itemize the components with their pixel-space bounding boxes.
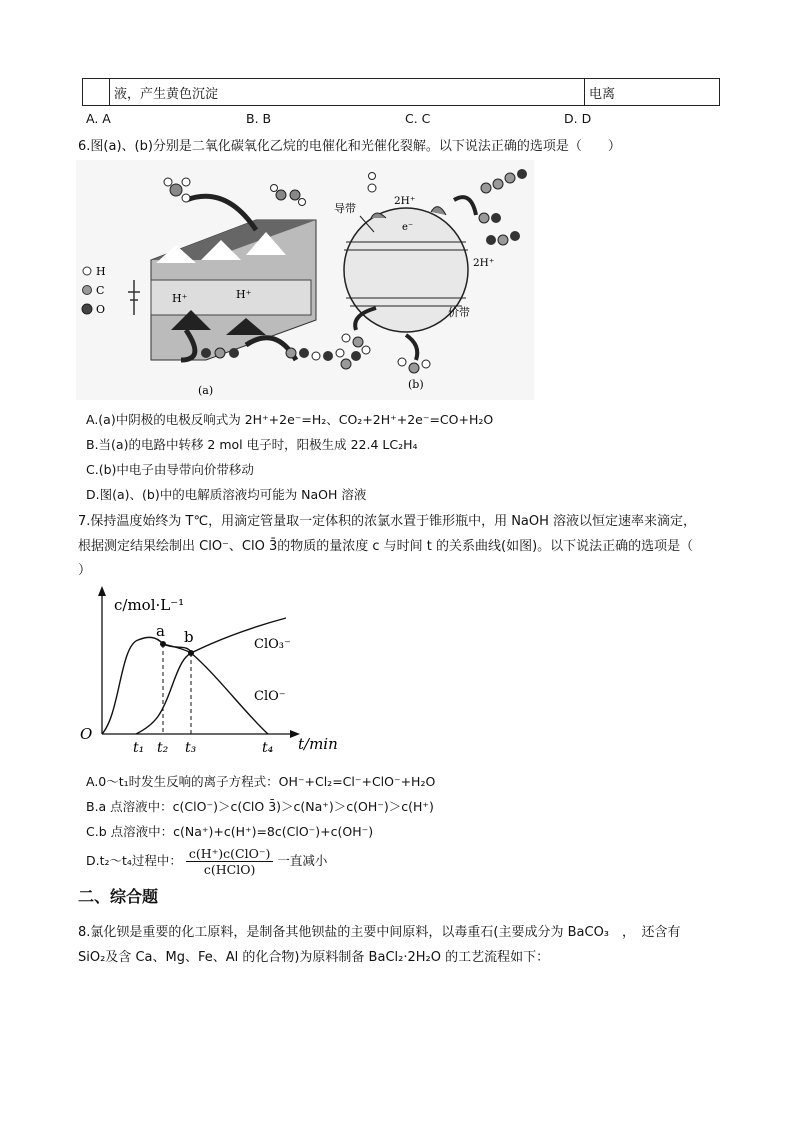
q6-stem: 6.图(a)、(b)分别是二氧化碳氧化乙烷的电催化和光催化裂解。以下说法正确的选项是（ ） [78,139,621,154]
h-plus-label-2: H⁺ [236,288,252,301]
legend-c: C [96,284,105,297]
two-h-plus-side: 2H⁺ [473,257,495,269]
h-plus-label-1: H⁺ [172,292,188,305]
fraction-numerator: c(H⁺)c(ClO⁻) [186,846,273,862]
point-a-label: a [156,622,165,640]
point-b-label: b [184,628,194,646]
q5-choice-b: B. B [246,111,272,126]
point-a [160,641,166,647]
q5-choice-d: D. D [564,111,592,126]
q8-line-1: 8.氯化钡是重要的化工原料，是制备其他钡盐的主要中间原料，以毒重石(主要成分为 BaCO₃ ， 还含有 [78,925,681,940]
legend-h: H [96,265,106,278]
table-cell-text: 液，产生黄色沉淀 [110,79,585,106]
q6-figure [76,160,534,400]
section-heading: 二、综合题 [78,887,159,906]
tick-t4: t₄ [262,740,274,756]
q7-stem-line-2: 根据测定结果绘制出 ClO⁻、ClO 3̄的物质的量浓度 c 与时间 t 的关系曲线(如图)。以下说法正确的选项是（ [78,539,694,554]
q7-stem-line-3: ） [78,563,92,578]
series-clo-minus [163,644,268,734]
q6-option-c: C.(b)中电子由导带向价带移动 [86,462,254,477]
q6-option-b: B.当(a)的电路中转移 2 mol 电子时，阳极生成 22.4 LC₂H₄ [86,437,418,452]
q6-option-a: A.(a)中阴极的电极反响式为 2H⁺+2e⁻=H₂、CO₂+2H⁺+2e⁻=CO+H₂O [86,412,494,427]
q8-line-2: SiO₂及含 Ca、Mg、Fe、Al 的化合物)为原料制备 BaCl₂·2H₂O 的工艺流程如下： [78,950,550,965]
q7-option-d-suffix: 一直减小 [277,853,328,868]
panel-b-label: (b) [408,378,424,391]
q7-option-c: C.b 点溶液中：c(Na⁺)+c(H⁺)=8c(ClO⁻)+c(OH⁻) [86,824,374,839]
q7-option-d-fraction [186,846,273,877]
y-axis-label: c/mol·L⁻¹ [114,596,185,614]
y-axis-arrow [98,586,106,596]
table-cell-empty [83,79,110,106]
x-axis-label: t/min [298,735,338,753]
valence-band-label: 价带 [448,306,470,319]
q6-option-d: D.图(a)、(b)中的电解质溶液均可能为 NaOH 溶液 [86,487,367,502]
answer-table [82,78,720,106]
point-b [188,650,194,656]
legend-o: O [96,303,106,316]
q5-choice-c: C. C [405,111,431,126]
tick-t3: t₃ [185,740,197,756]
tick-t1: t₁ [133,740,145,756]
origin-label: O [80,725,93,743]
q7-option-b: B.a 点溶液中：c(ClO⁻)＞c(ClO 3̄)＞c(Na⁺)＞c(OH⁻)＞c(H⁺) [86,799,434,814]
q7-option-d-prefix: D.t₂～t₄过程中： [86,853,182,868]
conduction-band-label: 导带 [334,202,356,215]
table-row [83,79,720,106]
q7-option-d [86,846,327,877]
series-label-clo: ClO⁻ [254,689,286,704]
series-label-clo3: ClO₃⁻ [254,637,291,652]
fraction-denominator: c(HClO) [203,862,256,877]
panel-a-label: (a) [198,384,214,397]
electron-label: e⁻ [402,222,414,233]
q7-option-a: A.0～t₁时发生反响的离子方程式：OH⁻+Cl₂=Cl⁻+ClO⁻+H₂O [86,774,436,789]
q7-stem-line-1: 7.保持温度始终为 T℃，用滴定管量取一定体积的浓氯水置于锥形瓶中，用 NaOH 溶液以恒定速率来滴定， [78,514,697,529]
two-h-plus-top: 2H⁺ [394,195,416,207]
tick-t2: t₂ [157,740,169,756]
q7-chart [76,584,366,756]
q5-choice-a: A. A [86,111,111,126]
table-cell-right: 电离 [585,79,720,106]
